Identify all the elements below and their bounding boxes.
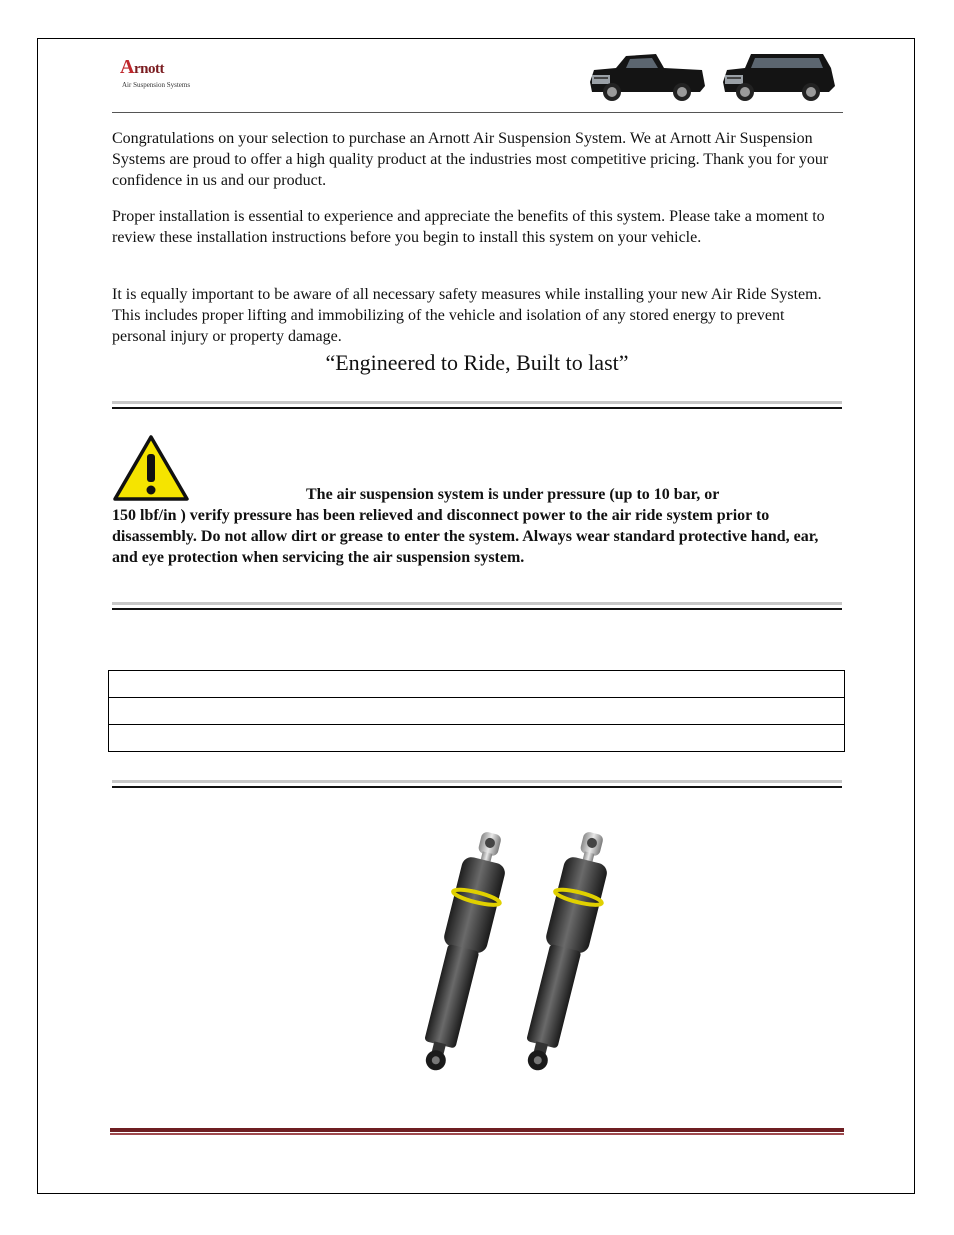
footer-divider — [110, 1128, 844, 1136]
suv-icon — [719, 48, 837, 106]
section-divider — [112, 401, 842, 410]
logo-wordmark: Arnott — [120, 56, 164, 78]
table-row — [109, 725, 845, 752]
header-divider — [112, 112, 843, 113]
section-divider — [112, 780, 842, 789]
warning-line-1: The air suspension system is under pressure (up to 10 bar, or — [306, 486, 720, 503]
left-shock — [410, 827, 516, 1075]
table-cell — [109, 725, 845, 752]
logo-subtitle: Air Suspension Systems — [122, 81, 191, 89]
table-row — [109, 698, 845, 725]
tagline: “Engineered to Ride, Built to last” — [325, 350, 629, 375]
table-cell — [109, 698, 845, 725]
table-row — [109, 671, 845, 698]
arnott-logo — [116, 54, 206, 94]
intro-paragraph-1: Congratulations on your selection to purchase an Arnott Air Suspension System. We at Arnott Air Suspension Systems are proud to offer a high quality product at the industries most competitive pricing. Thank you for your confidence in us and our product. — [112, 130, 829, 189]
kit-table — [108, 670, 845, 752]
air-shock-pair-icon — [380, 825, 630, 1085]
right-shock — [512, 827, 618, 1075]
warning-text — [112, 484, 842, 568]
section-divider — [112, 602, 842, 611]
table-cell — [109, 671, 845, 698]
pickup-truck-icon — [586, 48, 708, 106]
intro-paragraph-3: It is equally important to be aware of all necessary safety measures while installing your new Air Ride System. This includes proper lifting and immobilizing of the vehicle and isolation of any stored energy to prevent personal injury or property damage. — [112, 286, 822, 345]
warning-line-rest: 150 lbf/in ) verify pressure has been relieved and disconnect power to the air ride system prior to disassembly. Do not allow dirt or grease to enter the system. Always wear standard protective hand, ear, and eye protection when servicing the air suspension system. — [112, 507, 819, 566]
intro-paragraph-2: Proper installation is essential to experience and appreciate the benefits of this system. Please take a moment to review these installation instructions before you begin to install this system on your vehicle. — [112, 208, 825, 246]
